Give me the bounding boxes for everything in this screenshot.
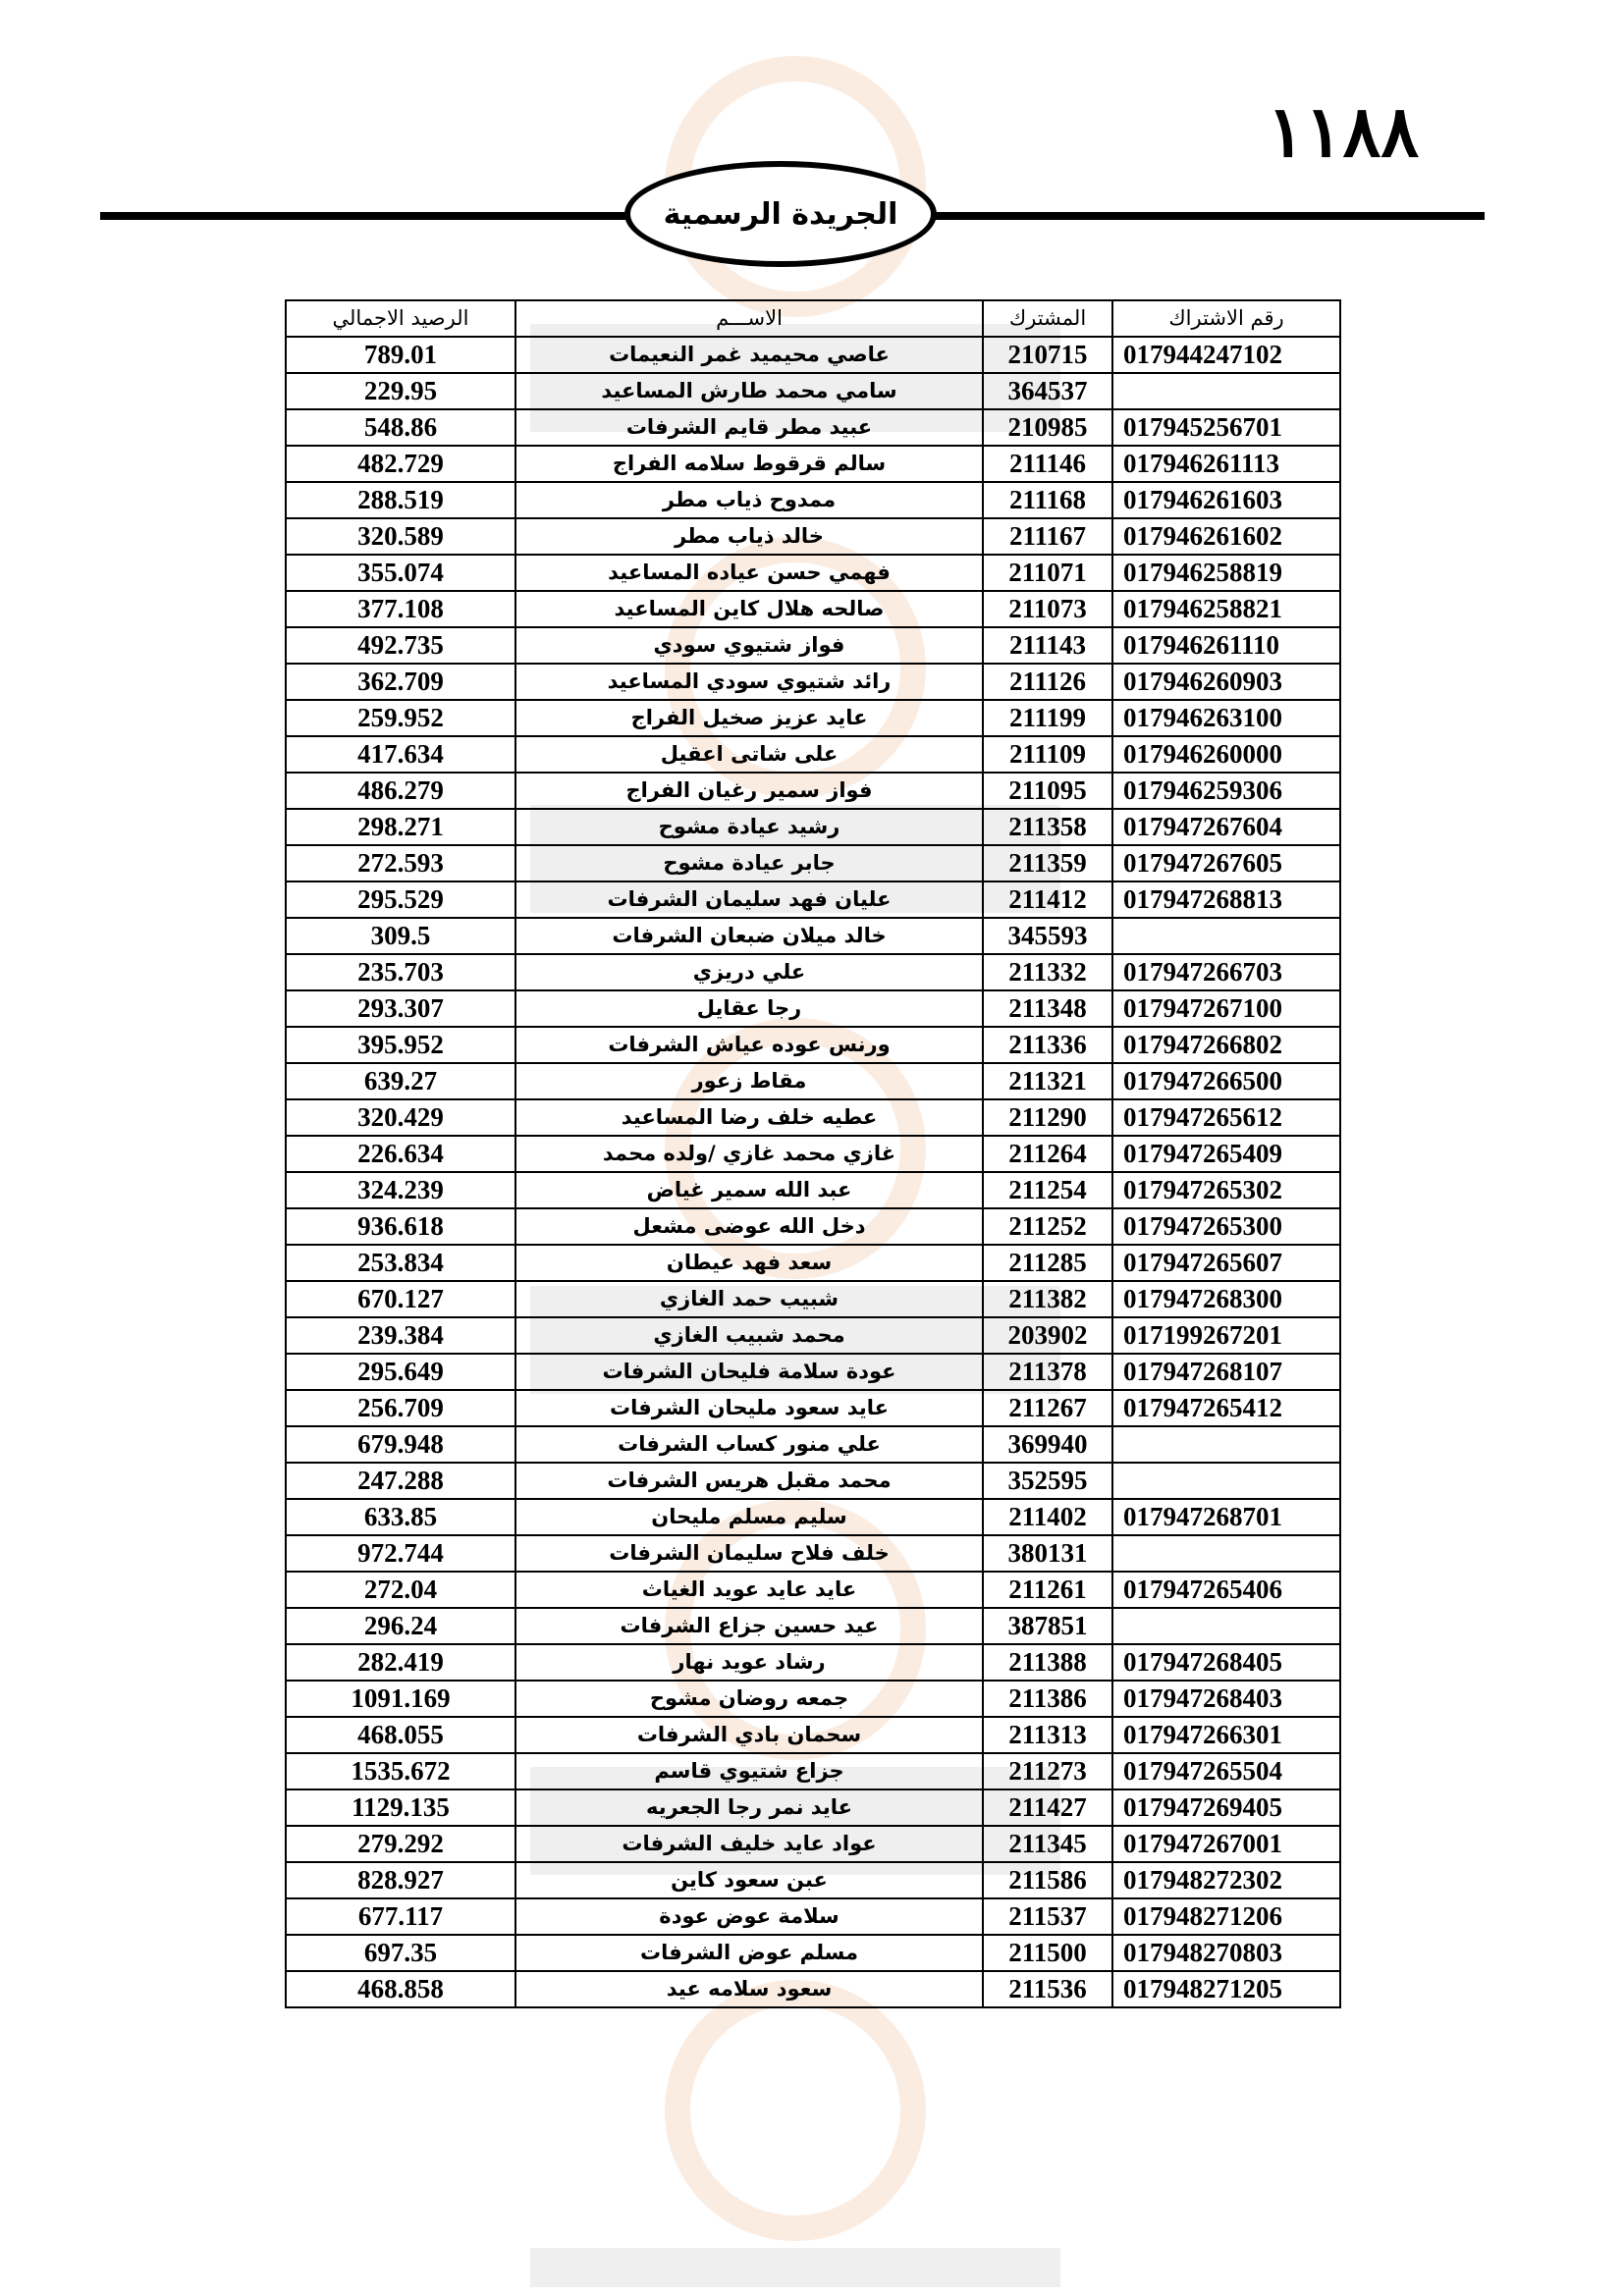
subscriber-cell: 211071 <box>983 555 1112 591</box>
subscriber-cell: 210715 <box>983 337 1112 373</box>
account-cell: 017948270803 <box>1112 1935 1340 1971</box>
subscriber-cell: 211264 <box>983 1136 1112 1172</box>
name-cell: شبيب حمد الغازي <box>515 1281 983 1317</box>
balance-cell: 247.288 <box>286 1463 515 1499</box>
name-cell: غازي محمد غازي /ولده محمد <box>515 1136 983 1172</box>
account-cell <box>1112 1426 1340 1463</box>
balance-cell: 492.735 <box>286 627 515 664</box>
subscriber-cell: 211336 <box>983 1027 1112 1063</box>
subscriber-cell: 211261 <box>983 1572 1112 1608</box>
table-row <box>286 1971 1340 2007</box>
balance-cell: 259.952 <box>286 700 515 736</box>
balance-cell: 355.074 <box>286 555 515 591</box>
account-cell: 017947266802 <box>1112 1027 1340 1063</box>
account-cell: 017946261603 <box>1112 482 1340 518</box>
balance-cell: 362.709 <box>286 664 515 700</box>
balance-cell: 1129.135 <box>286 1789 515 1826</box>
table-row <box>286 845 1340 881</box>
account-cell: 017947266500 <box>1112 1063 1340 1099</box>
balance-cell: 789.01 <box>286 337 515 373</box>
account-cell: 017947266301 <box>1112 1717 1340 1753</box>
balance-cell: 239.384 <box>286 1317 515 1354</box>
account-cell: 017946260000 <box>1112 736 1340 773</box>
table-row <box>286 1099 1340 1136</box>
table-row <box>286 1063 1340 1099</box>
table-row <box>286 881 1340 918</box>
subscriber-cell: 352595 <box>983 1463 1112 1499</box>
name-cell: خالد ميلان ضبعان الشرفات <box>515 918 983 954</box>
name-cell: عايد سعود مليحان الشرفات <box>515 1390 983 1426</box>
table-row <box>286 700 1340 736</box>
subscriber-cell: 211536 <box>983 1971 1112 2007</box>
subscriber-cell: 211273 <box>983 1753 1112 1789</box>
account-cell: 017946261110 <box>1112 627 1340 664</box>
account-cell: 017946258819 <box>1112 555 1340 591</box>
table-row <box>286 1753 1340 1789</box>
table-row <box>286 1717 1340 1753</box>
subscriber-cell: 211267 <box>983 1390 1112 1426</box>
balance-cell: 468.858 <box>286 1971 515 2007</box>
name-cell: عيد حسين جزاع الشرفات <box>515 1608 983 1644</box>
table-row <box>286 1681 1340 1717</box>
table-row <box>286 1172 1340 1208</box>
subscriber-cell: 211321 <box>983 1063 1112 1099</box>
subscriber-cell: 211378 <box>983 1354 1112 1390</box>
account-cell: 017945256701 <box>1112 409 1340 446</box>
subscriber-cell: 211285 <box>983 1245 1112 1281</box>
subscriber-cell: 211412 <box>983 881 1112 918</box>
balance-cell: 288.519 <box>286 482 515 518</box>
subscriber-cell: 380131 <box>983 1535 1112 1572</box>
balance-cell: 272.04 <box>286 1572 515 1608</box>
name-cell: عليان فهد سليمان الشرفات <box>515 881 983 918</box>
subscriber-cell: 211073 <box>983 591 1112 627</box>
table-row <box>286 337 1340 373</box>
name-cell: عواد عايد خليف الشرفات <box>515 1826 983 1862</box>
table-row <box>286 990 1340 1027</box>
account-cell: 017946261113 <box>1112 446 1340 482</box>
table-row <box>286 627 1340 664</box>
subscriber-cell: 211252 <box>983 1208 1112 1245</box>
subscriber-cell: 211358 <box>983 809 1112 845</box>
balance-cell: 1091.169 <box>286 1681 515 1717</box>
name-cell: محمد شبيب الغازي <box>515 1317 983 1354</box>
name-cell: صالحه هلال كاين المساعيد <box>515 591 983 627</box>
balance-cell: 486.279 <box>286 773 515 809</box>
account-cell: 017947266703 <box>1112 954 1340 990</box>
balance-cell: 377.108 <box>286 591 515 627</box>
subscriber-cell: 369940 <box>983 1426 1112 1463</box>
subscriber-cell: 211143 <box>983 627 1112 664</box>
subscriber-cell: 211332 <box>983 954 1112 990</box>
name-cell: محمد مقبل هريس الشرفات <box>515 1463 983 1499</box>
name-cell: عايد نمر رجا الجعريه <box>515 1789 983 1826</box>
table-row <box>286 1027 1340 1063</box>
table-row <box>286 555 1340 591</box>
account-cell: 017948271206 <box>1112 1898 1340 1935</box>
table-row <box>286 1898 1340 1935</box>
name-cell: عايد عايد عويد الغياث <box>515 1572 983 1608</box>
name-cell: سالم قرقوط سلامه الفراج <box>515 446 983 482</box>
account-cell: 017946260903 <box>1112 664 1340 700</box>
name-cell: مقاط زعور <box>515 1063 983 1099</box>
balance-table <box>285 299 1341 2008</box>
table-row <box>286 918 1340 954</box>
balance-cell: 229.95 <box>286 373 515 409</box>
subscriber-cell: 211146 <box>983 446 1112 482</box>
name-cell: ورنس عوده عياش الشرفات <box>515 1027 983 1063</box>
subscriber-cell: 211537 <box>983 1898 1112 1935</box>
account-cell: 017947269405 <box>1112 1789 1340 1826</box>
table-row <box>286 1789 1340 1826</box>
name-cell: خالد ذياب مطر <box>515 518 983 555</box>
subscriber-cell: 211290 <box>983 1099 1112 1136</box>
account-cell: 017946258821 <box>1112 591 1340 627</box>
balance-cell: 1535.672 <box>286 1753 515 1789</box>
name-cell: سليم مسلم مليحان <box>515 1499 983 1535</box>
header-oval <box>624 161 937 267</box>
subscriber-cell: 211168 <box>983 482 1112 518</box>
table-row <box>286 954 1340 990</box>
name-cell: عاصي محيميد غمر النعيمات <box>515 337 983 373</box>
page-number: ١١٨٨ <box>1267 89 1419 173</box>
column-header-name: الاســـم <box>515 300 983 337</box>
account-cell: 017947265409 <box>1112 1136 1340 1172</box>
table-row <box>286 518 1340 555</box>
balance-cell: 395.952 <box>286 1027 515 1063</box>
balance-cell: 633.85 <box>286 1499 515 1535</box>
account-cell: 017947265412 <box>1112 1390 1340 1426</box>
balance-cell: 298.271 <box>286 809 515 845</box>
subscriber-cell: 203902 <box>983 1317 1112 1354</box>
balance-cell: 279.292 <box>286 1826 515 1862</box>
name-cell: علي منور كساب الشرفات <box>515 1426 983 1463</box>
balance-cell: 679.948 <box>286 1426 515 1463</box>
table-row <box>286 591 1340 627</box>
subscriber-cell: 211500 <box>983 1935 1112 1971</box>
balance-cell: 226.634 <box>286 1136 515 1172</box>
balance-cell: 295.649 <box>286 1354 515 1390</box>
balance-cell: 320.429 <box>286 1099 515 1136</box>
table-row <box>286 373 1340 409</box>
table-header-row <box>286 300 1340 337</box>
name-cell: فواز شتيوي سودي <box>515 627 983 664</box>
balance-cell: 670.127 <box>286 1281 515 1317</box>
table-row <box>286 664 1340 700</box>
name-cell: عبن سعود كاين <box>515 1862 983 1898</box>
name-cell: فواز سمير رغيان الفراج <box>515 773 983 809</box>
name-cell: مسلم عوض الشرفات <box>515 1935 983 1971</box>
table-row <box>286 1608 1340 1644</box>
account-cell: 017948272302 <box>1112 1862 1340 1898</box>
balance-cell: 235.703 <box>286 954 515 990</box>
name-cell: سحمان بادي الشرفات <box>515 1717 983 1753</box>
balance-cell: 272.593 <box>286 845 515 881</box>
account-cell: 017944247102 <box>1112 337 1340 373</box>
table-row <box>286 1208 1340 1245</box>
account-cell: 017948271205 <box>1112 1971 1340 2007</box>
table-row <box>286 1136 1340 1172</box>
name-cell: عبد الله سمير غياض <box>515 1172 983 1208</box>
table-body <box>286 337 1340 2007</box>
balance-cell: 548.86 <box>286 409 515 446</box>
balance-cell: 320.589 <box>286 518 515 555</box>
name-cell: سلامة عوض عودة <box>515 1898 983 1935</box>
subscriber-cell: 211313 <box>983 1717 1112 1753</box>
subscriber-cell: 211199 <box>983 700 1112 736</box>
balance-cell: 482.729 <box>286 446 515 482</box>
subscriber-cell: 211427 <box>983 1789 1112 1826</box>
subscriber-cell: 211359 <box>983 845 1112 881</box>
balance-cell: 417.634 <box>286 736 515 773</box>
name-cell: عطيه خلف رضا المساعيد <box>515 1099 983 1136</box>
name-cell: رائد شتيوي سودي المساعيد <box>515 664 983 700</box>
account-cell: 017947265607 <box>1112 1245 1340 1281</box>
subscriber-cell: 211388 <box>983 1644 1112 1681</box>
table-row <box>286 482 1340 518</box>
name-cell: جابر عيادة مشوح <box>515 845 983 881</box>
table-row <box>286 1935 1340 1971</box>
account-cell: 017946261602 <box>1112 518 1340 555</box>
balance-cell: 697.35 <box>286 1935 515 1971</box>
account-cell: 017947268701 <box>1112 1499 1340 1535</box>
account-cell: 017947265504 <box>1112 1753 1340 1789</box>
account-cell: 017947265302 <box>1112 1172 1340 1208</box>
subscriber-cell: 211254 <box>983 1172 1112 1208</box>
account-cell: 017947267001 <box>1112 1826 1340 1862</box>
account-cell: 017947265300 <box>1112 1208 1340 1245</box>
table-row <box>286 1499 1340 1535</box>
table-row <box>286 1281 1340 1317</box>
balance-cell: 295.529 <box>286 881 515 918</box>
account-cell <box>1112 1463 1340 1499</box>
balance-cell: 936.618 <box>286 1208 515 1245</box>
table-row <box>286 409 1340 446</box>
balance-cell: 253.834 <box>286 1245 515 1281</box>
name-cell: خلف فلاح سليمان الشرفات <box>515 1535 983 1572</box>
table-row <box>286 809 1340 845</box>
balance-cell: 309.5 <box>286 918 515 954</box>
subscriber-cell: 210985 <box>983 409 1112 446</box>
table-row <box>286 1644 1340 1681</box>
name-cell: على شاتى اعقيل <box>515 736 983 773</box>
name-cell: دخل الله عوضى مشعل <box>515 1208 983 1245</box>
subscriber-cell: 211345 <box>983 1826 1112 1862</box>
table-row <box>286 1317 1340 1354</box>
table-row <box>286 1463 1340 1499</box>
account-cell: 017946259306 <box>1112 773 1340 809</box>
name-cell: ممدوح ذياب مطر <box>515 482 983 518</box>
name-cell: علي دريزي <box>515 954 983 990</box>
balance-cell: 256.709 <box>286 1390 515 1426</box>
name-cell: جزاع شتيوي قاسم <box>515 1753 983 1789</box>
header-title: الجريدة الرسمية <box>663 196 898 232</box>
account-cell: 017947265612 <box>1112 1099 1340 1136</box>
balance-cell: 282.419 <box>286 1644 515 1681</box>
subscriber-cell: 345593 <box>983 918 1112 954</box>
table-row <box>286 446 1340 482</box>
account-cell: 017947268300 <box>1112 1281 1340 1317</box>
account-cell: 017947268405 <box>1112 1644 1340 1681</box>
table-row <box>286 1354 1340 1390</box>
account-cell <box>1112 1608 1340 1644</box>
table-row <box>286 1862 1340 1898</box>
name-cell: رشاد عويد نهار <box>515 1644 983 1681</box>
subscriber-cell: 387851 <box>983 1608 1112 1644</box>
subscriber-cell: 211126 <box>983 664 1112 700</box>
balance-cell: 468.055 <box>286 1717 515 1753</box>
subscriber-cell: 211348 <box>983 990 1112 1027</box>
account-cell: 017947268813 <box>1112 881 1340 918</box>
name-cell: عايد عزيز صخيل الفراج <box>515 700 983 736</box>
name-cell: فهمي حسن عياده المساعيد <box>515 555 983 591</box>
balance-cell: 972.744 <box>286 1535 515 1572</box>
balance-cell: 639.27 <box>286 1063 515 1099</box>
account-cell <box>1112 1535 1340 1572</box>
account-cell <box>1112 373 1340 409</box>
table-row <box>286 1572 1340 1608</box>
balance-cell: 293.307 <box>286 990 515 1027</box>
account-cell <box>1112 918 1340 954</box>
account-cell: 017947267605 <box>1112 845 1340 881</box>
name-cell: رجا عقايل <box>515 990 983 1027</box>
column-header-balance: الرصيد الاجمالي <box>286 300 515 337</box>
table-row <box>286 773 1340 809</box>
subscriber-cell: 211402 <box>983 1499 1112 1535</box>
account-cell: 017947265406 <box>1112 1572 1340 1608</box>
account-cell: 017947267100 <box>1112 990 1340 1027</box>
name-cell: سامي محمد طارش المساعيد <box>515 373 983 409</box>
subscriber-cell: 211382 <box>983 1281 1112 1317</box>
balance-cell: 677.117 <box>286 1898 515 1935</box>
table-row <box>286 1535 1340 1572</box>
name-cell: عبيد مطر قايم الشرفات <box>515 409 983 446</box>
name-cell: عودة سلامة فليحان الشرفات <box>515 1354 983 1390</box>
name-cell: سعود سلامه عيد <box>515 1971 983 2007</box>
balance-cell: 296.24 <box>286 1608 515 1644</box>
subscriber-cell: 211386 <box>983 1681 1112 1717</box>
table-row <box>286 1826 1340 1862</box>
table-row <box>286 736 1340 773</box>
account-cell: 017946263100 <box>1112 700 1340 736</box>
column-header-subscriber: المشترك <box>983 300 1112 337</box>
account-cell: 017947267604 <box>1112 809 1340 845</box>
table-row <box>286 1426 1340 1463</box>
subscriber-cell: 364537 <box>983 373 1112 409</box>
account-cell: 017947268403 <box>1112 1681 1340 1717</box>
name-cell: سعد فهد عيطان <box>515 1245 983 1281</box>
table-row <box>286 1390 1340 1426</box>
subscriber-cell: 211109 <box>983 736 1112 773</box>
name-cell: رشيد عيادة مشوح <box>515 809 983 845</box>
balance-cell: 324.239 <box>286 1172 515 1208</box>
table-row <box>286 1245 1340 1281</box>
name-cell: جمعه روضان مشوح <box>515 1681 983 1717</box>
subscriber-cell: 211095 <box>983 773 1112 809</box>
column-header-account: رقم الاشتراك <box>1112 300 1340 337</box>
subscriber-cell: 211586 <box>983 1862 1112 1898</box>
account-cell: 017947268107 <box>1112 1354 1340 1390</box>
balance-cell: 828.927 <box>286 1862 515 1898</box>
account-cell: 017199267201 <box>1112 1317 1340 1354</box>
subscriber-cell: 211167 <box>983 518 1112 555</box>
